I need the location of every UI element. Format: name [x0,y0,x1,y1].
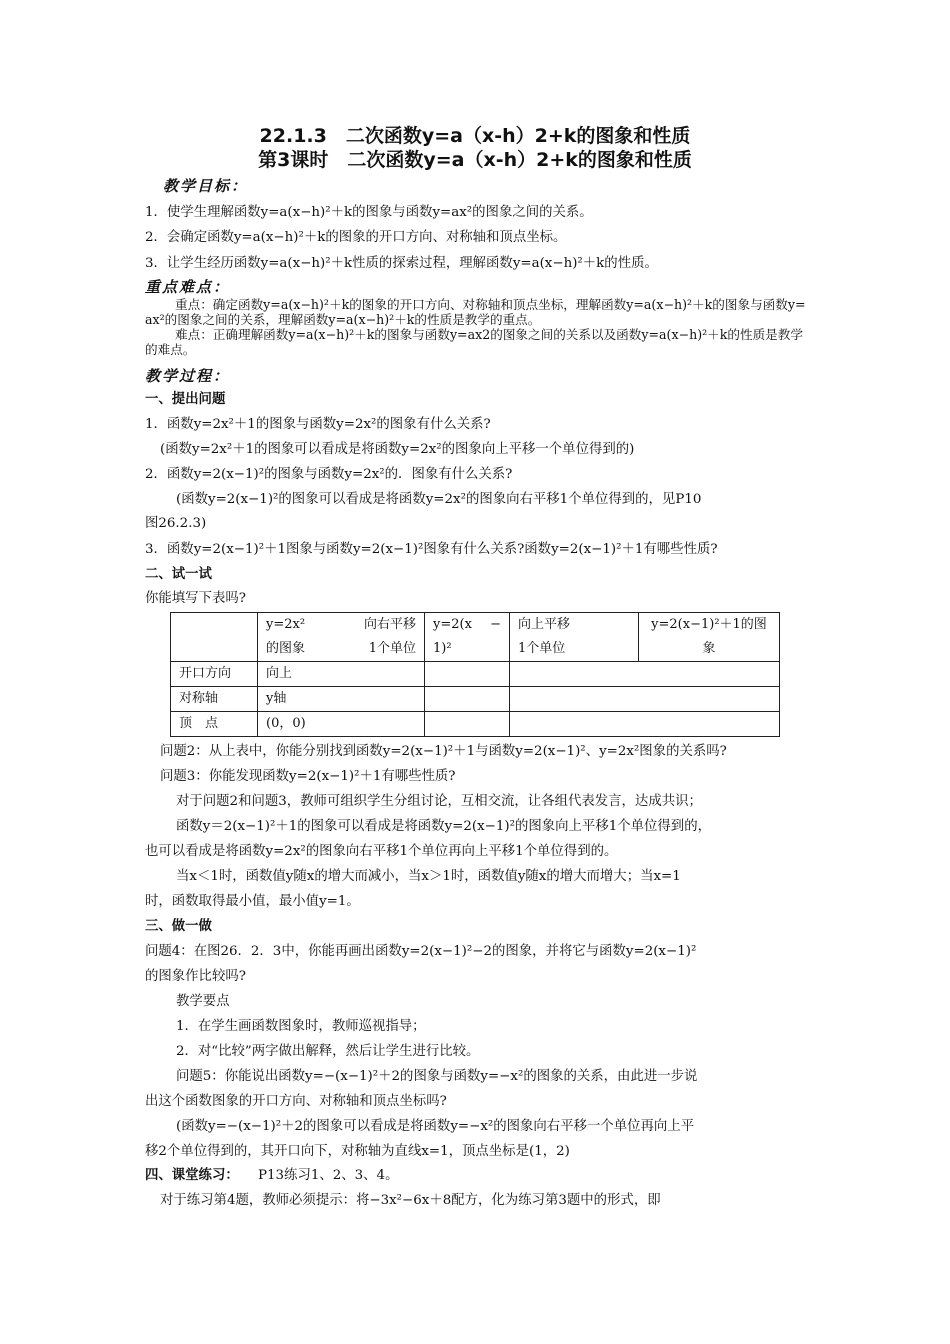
row-label: 开口方向 [171,662,258,687]
objective-item-3: 3．让学生经历函数y=a(x−h)²＋k性质的探索过程，理解函数y=a(x−h)²＋k的性质。 [145,256,658,271]
question-problem-3: 问题3：你能发现函数y=2(x−1)²＋1有哪些性质? [160,769,456,784]
answer-5-line-2: 移2个单位得到的，其开口向下，对称轴为直线x=1，顶点坐标是(1，2) [145,1144,570,1159]
section-4-heading: 四、课堂练习： [145,1168,239,1183]
teaching-tip-1: 1．在学生画函数图象时，教师巡视指导； [176,1019,426,1034]
row-value: y轴 [258,687,425,712]
property-line-1: 当x＜1时，函数值y随x的增大而减小，当x＞1时，函数值y随x的增大而增大；当x=1 [176,869,681,884]
exercise-note: 对于练习第4题，教师必须提示：将−3x²−6x＋8配方，化为练习第3题中的形式，即 [160,1193,661,1208]
table-row [171,662,780,687]
row-label: 对称轴 [171,687,258,712]
answer-1: (函数y=2x²＋1的图象可以看成是将函数y=2x²的图象向上平移一个单位得到的) [160,442,635,457]
row-value: (0，0) [258,712,425,737]
process-heading: 教学过程： [145,367,231,385]
section-2-heading: 二、试一试 [145,567,212,582]
conclusion-line-2: 也可以看成是将函数y=2x²的图象向右平移1个单位再向上平移1个单位得到的。 [145,844,618,859]
key-points-body [145,297,813,357]
section-1-heading: 一、提出问题 [145,392,226,407]
question-4-line-2: 的图象作比较吗? [145,969,246,984]
objective-item-2: 2．会确定函数y=a(x−h)²＋k的图象的开口方向、对称轴和顶点坐标。 [145,230,567,245]
row-empty-cell [510,687,780,712]
teaching-tips-heading: 教学要点 [176,994,230,1009]
row-empty-cell [425,687,510,712]
key-points-heading: 重点难点： [145,278,231,296]
section-3-heading: 三、做一做 [145,919,212,934]
objectives-heading: 教学目标： [163,177,249,195]
row-empty-cell [510,712,780,737]
table-row [171,687,780,712]
table-header-row [171,613,780,662]
table-intro: 你能填写下表吗? [145,591,246,606]
question-problem-2: 问题2：从上表中，你能分别找到函数y=2(x−1)²＋1与函数y=2(x−1)²、y=2x²图象的关系吗? [160,744,727,759]
row-empty-cell [425,662,510,687]
exercise-list: P13练习1、2、3、4。 [258,1168,399,1183]
property-line-2: 时，函数取得最小值，最小值y=1。 [145,894,360,909]
header-cell-4: y=2(x−1)²＋1的图 象 [639,613,780,662]
row-value: 向上 [258,662,425,687]
header-cell-1: y=2x² 向右平移 的图象 1个单位 [258,613,425,662]
objective-item-1: 1．使学生理解函数y=a(x−h)²＋k的图象与函数y=ax²的图象之间的关系。 [145,205,593,220]
properties-table [170,612,780,737]
header-cell-3: 向上平移 1个单位 [510,613,639,662]
question-5-line-1: 问题5：你能说出函数y=−(x−1)²＋2的图象与函数y=−x²的图象的关系，由此进一步说 [176,1069,698,1084]
row-empty-cell [510,662,780,687]
discussion-paragraph: 对于问题2和问题3，教师可组织学生分组讨论，互相交流，让各组代表发言，达成共识； [176,794,702,809]
question-2: 2．函数y=2(x−1)²的图象与函数y=2x²的．图象有什么关系? [145,467,513,482]
focus-paragraph: 重点：确定函数y=a(x−h)²＋k的图象的开口方向、对称轴和顶点坐标，理解函数y=a(x−h)²＋k的图象与函数y=ax²的图象之间的关系，理解函数y=a(x−h)²＋k的性质是教学的重点。 [145,297,806,327]
question-3: 3．函数y=2(x−1)²＋1图象与函数y=2(x−1)²图象有什么关系?函数y=2(x−1)²＋1有哪些性质? [145,542,718,557]
conclusion-line-1: 函数y＝2(x−1)²＋1的图象可以看成是将函数y=2(x−1)²的图象向上平移1个单位得到的， [176,819,711,834]
question-5-line-2: 出这个函数图象的开口方向、对称轴和顶点坐标吗? [145,1094,447,1109]
question-1: 1．函数y=2x²＋1的图象与函数y=2x²的图象有什么关系? [145,417,491,432]
teaching-tip-2: 2．对“比较”两字做出解释，然后让学生进行比较。 [176,1044,480,1059]
answer-2-line-1: (函数y=2(x−1)²的图象可以看成是将函数y=2x²的图象向右平移1个单位得到的，见P10 [176,492,702,507]
title-line-1: 22.1.3 二次函数y=a（x-h）2+k的图象和性质 [259,125,691,147]
answer-5-line-1: (函数y=−(x−1)²＋2的图象可以看成是将函数y=−x²的图象向右平移一个单位再向上平 [176,1119,695,1134]
header-empty-cell [171,613,258,662]
header-cell-2: y=2(x − 1)² [425,613,510,662]
answer-2-line-2: 图26.2.3) [145,516,207,531]
title-line-2: 第3课时 二次函数y=a（x-h）2+k的图象和性质 [258,149,692,171]
row-label: 顶 点 [171,712,258,737]
row-empty-cell [425,712,510,737]
table-row [171,712,780,737]
difficulty-paragraph: 难点：正确理解函数y=a(x−h)²＋k的图象与函数y=ax2的图象之间的关系以及函数y=a(x−h)²＋k的性质是教学的难点。 [145,327,803,357]
question-4-line-1: 问题4：在图26．2．3中，你能再画出函数y=2(x−1)²−2的图象，并将它与函数y=2(x−1)² [145,944,697,959]
